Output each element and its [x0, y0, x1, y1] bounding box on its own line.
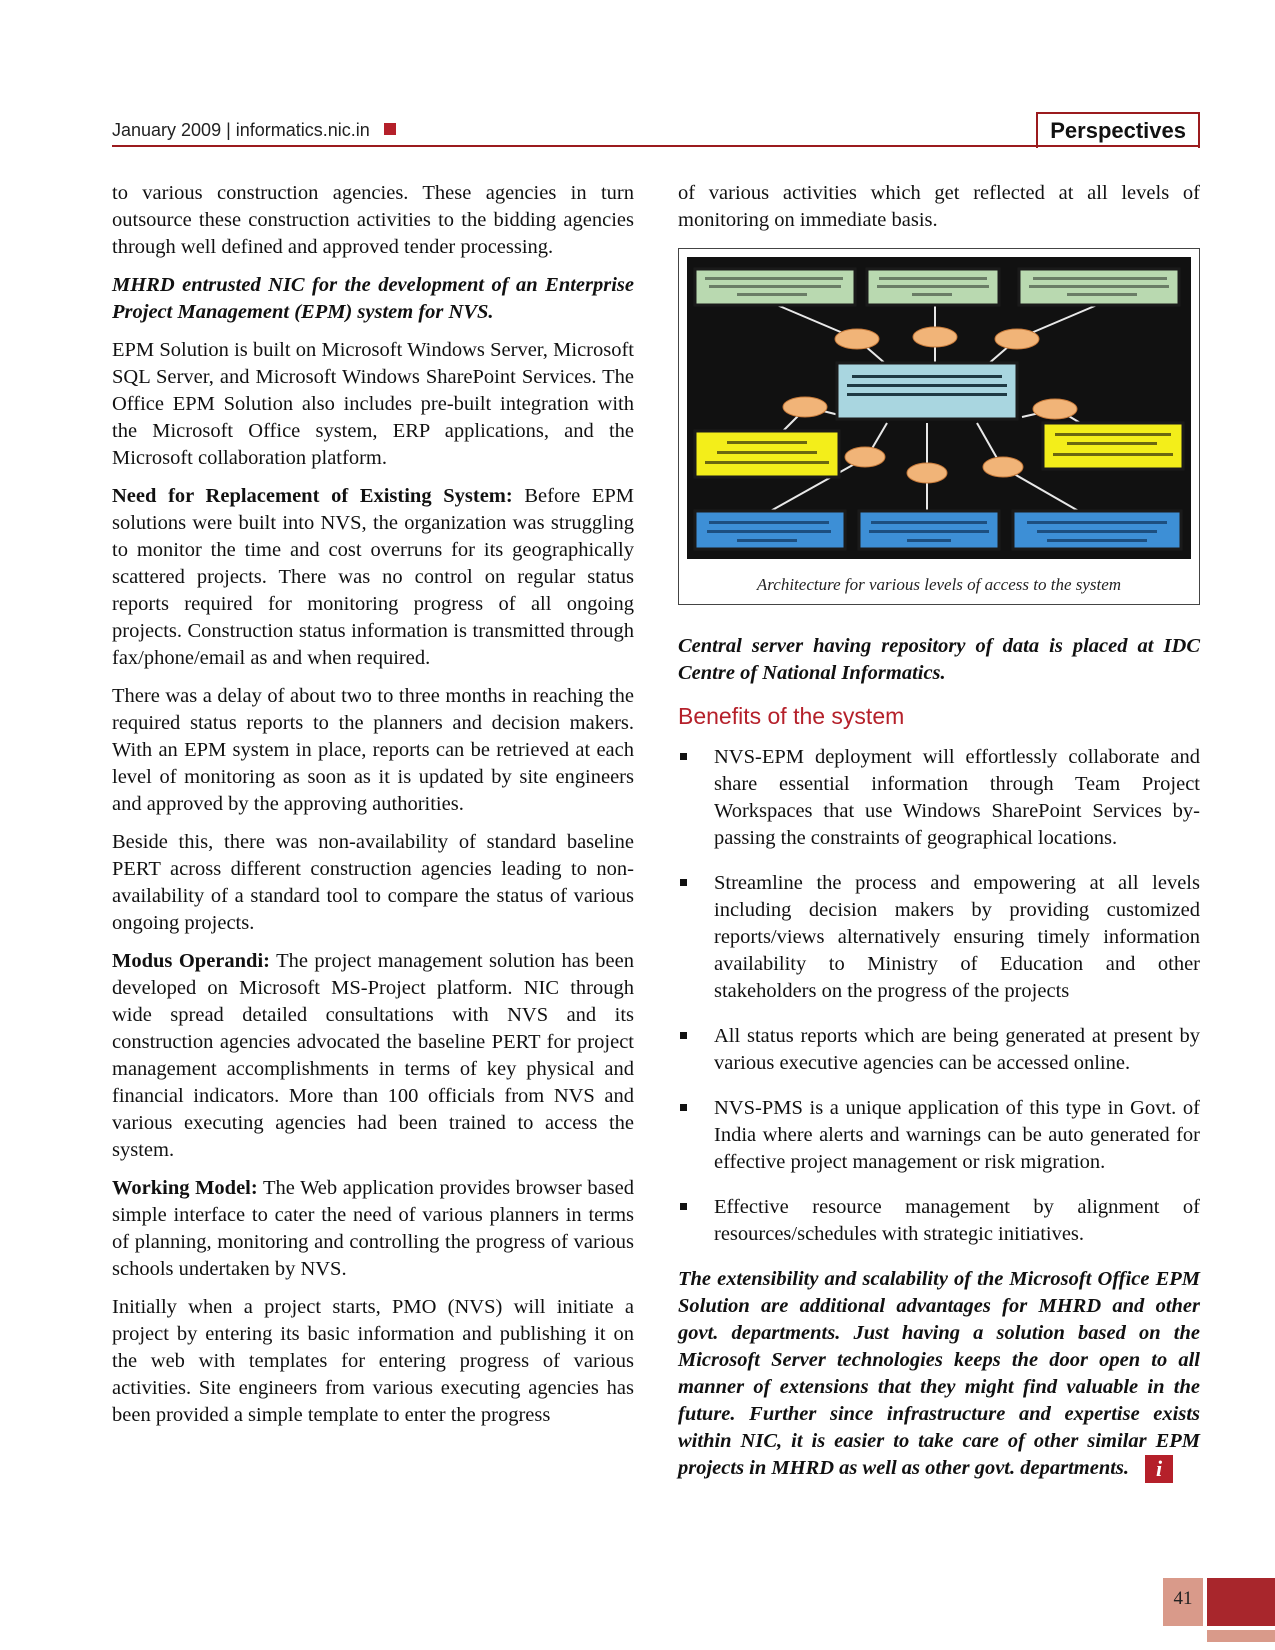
cloud-icon	[913, 327, 957, 347]
emphasis-paragraph: Central server having repository of data is placed at IDC Centre of National Informatics.	[678, 635, 1200, 684]
benefit-item	[678, 1194, 1200, 1248]
architecture-diagram	[687, 257, 1191, 559]
cloud-icon	[845, 447, 885, 467]
benefit-item	[678, 744, 1200, 852]
bullet-icon	[680, 753, 687, 760]
bullet-icon	[680, 1032, 687, 1039]
emphasis-paragraph: MHRD entrusted NIC for the development of an Enterprise Project Management (EPM) system for NVS.	[112, 274, 634, 323]
paragraph	[112, 1175, 634, 1283]
bullet-icon	[680, 1104, 687, 1111]
paragraph	[112, 483, 634, 672]
cloud-icon	[983, 457, 1023, 477]
benefit-text: NVS-PMS is a unique application of this type in Govt. of India where alerts and warnings can be auto generated for effective project management or risk migration.	[714, 1097, 1200, 1173]
paragraph	[112, 948, 634, 1164]
diagram-yellow-box	[1043, 423, 1183, 469]
bullet-icon	[680, 879, 687, 886]
benefit-item	[678, 1023, 1200, 1077]
footer-red-block	[1207, 1578, 1275, 1626]
benefit-text: Streamline the process and empowering at all levels including decision makers by providing customized reports/views alternatively ensuring timely information availability to Ministry of Education and other stakeholders on the progress of the projects	[714, 872, 1200, 1002]
architecture-figure	[678, 248, 1200, 605]
benefits-heading: Benefits of the system	[678, 703, 905, 729]
header-rule	[112, 145, 1200, 147]
figure-caption: Architecture for various levels of access to the system	[756, 575, 1122, 594]
benefit-text: Effective resource management by alignment of resources/schedules with strategic initiatives.	[714, 1196, 1200, 1245]
paragraph-lead: Need for Replacement of Existing System:	[112, 485, 513, 507]
page-number: 41	[1173, 1588, 1193, 1609]
benefit-text: NVS-EPM deployment will effortlessly collaborate and share essential information through Team Project Workspaces that use Windows SharePoint Services by-passing the constraints of geographical locations.	[714, 746, 1200, 849]
footer-strip	[1207, 1630, 1275, 1642]
section-tab: Perspectives	[1036, 112, 1200, 148]
info-icon: i	[1145, 1455, 1173, 1483]
paragraph: of various activities which get reflected at all levels of monitoring on immediate basis.	[678, 182, 1200, 231]
benefit-item	[678, 870, 1200, 1005]
paragraph-lead: Modus Operandi:	[112, 950, 270, 972]
left-column	[112, 180, 634, 1440]
closing-text: The extensibility and scalability of the Microsoft Office EPM Solution are additional advantages for MHRD and other govt. departments. Just having a solution based on the Microsoft Server technologies keeps the door open to all manner of extensions that they might find valuable in the future. Further since infrastructure and expertise exists within NIC, it is easier to take care of other similar EPM projects in MHRD as well as other govt. departments.	[678, 1268, 1200, 1479]
diagram-center-box	[837, 363, 1017, 419]
right-column	[678, 180, 1200, 1494]
header-text: January 2009 | informatics.nic.in	[112, 120, 370, 140]
benefits-list	[678, 744, 1200, 1248]
cloud-icon	[907, 463, 947, 483]
closing-paragraph	[678, 1266, 1200, 1483]
paragraph-lead: Working Model:	[112, 1177, 258, 1199]
page-header	[112, 112, 1200, 148]
paragraph-text: Before EPM solutions were built into NVS, the organization was struggling to monitor the time and cost overruns for its geographically scattered projects. There was no control on regular status reports required for monitoring progress of all ongoing projects. Construction status information is transmitted through fax/phone/email as and when required.	[112, 485, 634, 669]
cloud-icon	[783, 397, 827, 417]
cloud-icon	[835, 329, 879, 349]
paragraph: Beside this, there was non-availability of standard baseline PERT across different construction agencies leading to non-availability of a standard tool to compare the status of various ongoing projects.	[112, 831, 634, 934]
header-date-site	[112, 120, 396, 141]
paragraph-text: The Web application provides browser based simple interface to cater the need of various planners in terms of planning, monitoring and controlling the progress of various schools undertaken by NVS.	[112, 1177, 635, 1280]
benefit-text: All status reports which are being generated at present by various executive agencies can be accessed online.	[714, 1025, 1200, 1074]
paragraph: Initially when a project starts, PMO (NVS) will initiate a project by entering its basic information and publishing it on the web with templates for entering progress of various activities. Site engineers from various executing agencies has been provided a simple template to enter the progress	[112, 1296, 634, 1426]
bullet-icon	[680, 1203, 687, 1210]
benefit-item	[678, 1095, 1200, 1176]
cloud-icon	[995, 329, 1039, 349]
diagram-top-box-text	[705, 277, 1169, 296]
paragraph: EPM Solution is built on Microsoft Windows Server, Microsoft SQL Server, and Microsoft Windows SharePoint Services. The Office EPM Solution also includes pre-built integration with the Microsoft Office system, ERP applications, and the Microsoft collaboration platform.	[112, 339, 634, 469]
cloud-icon	[1033, 399, 1077, 419]
header-square-icon	[384, 123, 396, 135]
paragraph: There was a delay of about two to three months in reaching the required status reports to the planners and decision makers. With an EPM system in place, reports can be retrieved at each level of monitoring as soon as it is updated by site engineers and approved by the approving authorities.	[112, 685, 634, 815]
paragraph: to various construction agencies. These agencies in turn outsource these construction activities to the bidding agencies through well defined and approved tender processing.	[112, 182, 634, 258]
paragraph-text: The project management solution has been developed on Microsoft MS-Project platform. NIC through wide spread detailed consultations with NVS and its construction agencies advocated the baseline PERT for project management accomplishments in terms of key physical and financial indicators. More than 100 officials from NVS and various executing agencies had been trained to access the system.	[112, 950, 634, 1161]
